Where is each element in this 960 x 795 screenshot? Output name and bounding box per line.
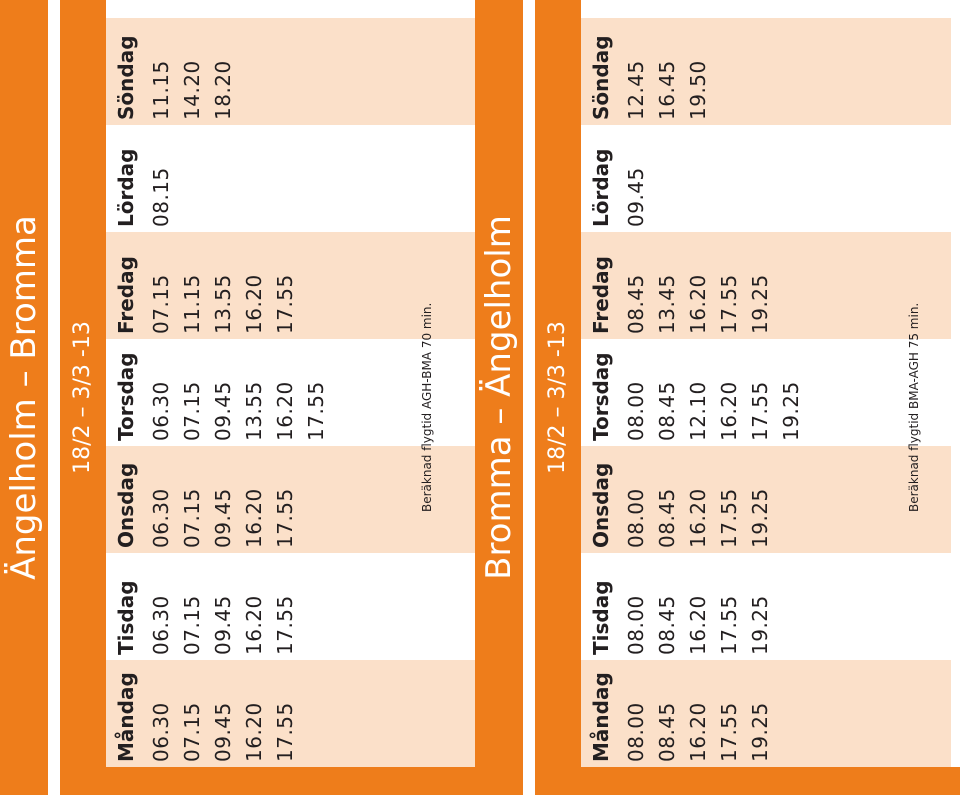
- departure-time: 06.30: [149, 702, 173, 762]
- departure-time: 16.20: [242, 274, 266, 334]
- divider: [523, 0, 535, 795]
- day-name: Tisdag: [114, 580, 138, 655]
- departure-time: 09.45: [211, 381, 235, 441]
- day-name: Lördag: [114, 148, 138, 227]
- departure-time: 09.45: [624, 167, 648, 227]
- day-column-fredag: [581, 232, 951, 339]
- departure-time: 16.45: [655, 60, 679, 120]
- period-header: [60, 0, 106, 795]
- departure-time: 08.15: [149, 167, 173, 227]
- departure-time: 19.50: [686, 60, 710, 120]
- day-column-tisdag: [106, 553, 476, 660]
- day-column-mandag: [106, 660, 476, 767]
- departure-time: 07.15: [180, 595, 204, 655]
- departure-time: 06.30: [149, 488, 173, 548]
- day-column-onsdag: [581, 446, 951, 553]
- departure-time: 13.55: [211, 274, 235, 334]
- departure-time: 17.55: [273, 702, 297, 762]
- departure-time: 08.45: [624, 274, 648, 334]
- departure-time: 17.55: [717, 702, 741, 762]
- day-column-lordag: [106, 125, 476, 232]
- route-title: Ängelholm – Bromma: [4, 215, 44, 580]
- day-name: Söndag: [114, 35, 138, 120]
- day-name: Söndag: [589, 35, 613, 120]
- departure-time: 17.55: [748, 381, 772, 441]
- departure-time: 13.55: [242, 381, 266, 441]
- departure-time: 17.55: [273, 488, 297, 548]
- day-column-sondag: [106, 18, 476, 125]
- day-name: Måndag: [114, 672, 138, 762]
- route-title: Bromma – Ängelholm: [479, 215, 519, 580]
- left-accent-strip: [581, 767, 960, 795]
- day-name: Fredag: [114, 256, 138, 334]
- period-label: 18/2 – 3/3 -13: [545, 321, 570, 474]
- day-name: Fredag: [589, 256, 613, 334]
- departure-time: 08.45: [655, 488, 679, 548]
- departure-time: 07.15: [180, 488, 204, 548]
- route-header: [475, 0, 523, 795]
- day-name: Lördag: [589, 148, 613, 227]
- departure-time: 14.20: [180, 60, 204, 120]
- flight-time-note: Beräknad flygtid AGH-BMA 70 min.: [420, 302, 434, 512]
- divider: [48, 0, 60, 795]
- departure-time: 17.55: [304, 381, 328, 441]
- day-column-torsdag: [581, 339, 951, 446]
- day-name: Onsdag: [589, 462, 613, 548]
- departure-time: 17.55: [717, 274, 741, 334]
- departure-time: 11.15: [149, 60, 173, 120]
- departure-time: 16.20: [273, 381, 297, 441]
- departure-time: 12.10: [686, 381, 710, 441]
- departure-time: 08.00: [624, 595, 648, 655]
- departure-time: 17.55: [273, 274, 297, 334]
- departure-time: 16.20: [242, 595, 266, 655]
- departure-time: 18.20: [211, 60, 235, 120]
- departure-time: 07.15: [180, 381, 204, 441]
- day-name: Torsdag: [114, 352, 138, 441]
- left-accent-strip: [106, 767, 486, 795]
- departure-time: 08.45: [655, 381, 679, 441]
- departure-time: 19.25: [779, 381, 803, 441]
- period-label: 18/2 – 3/3 -13: [70, 321, 95, 474]
- day-name: Onsdag: [114, 462, 138, 548]
- day-column-tisdag: [581, 553, 951, 660]
- departure-time: 06.30: [149, 381, 173, 441]
- departure-time: 16.20: [686, 702, 710, 762]
- departure-time: 09.45: [211, 702, 235, 762]
- departure-time: 16.20: [686, 595, 710, 655]
- day-name: Tisdag: [589, 580, 613, 655]
- departure-time: 16.20: [686, 274, 710, 334]
- departure-time: 06.30: [149, 595, 173, 655]
- day-column-mandag: [581, 660, 951, 767]
- day-column-sondag: [581, 18, 951, 125]
- departure-time: 08.00: [624, 702, 648, 762]
- departure-time: 08.00: [624, 381, 648, 441]
- timetable-bromma-angelholm: [475, 0, 960, 795]
- day-name: Måndag: [589, 672, 613, 762]
- departure-time: 11.15: [180, 274, 204, 334]
- departure-time: 09.45: [211, 488, 235, 548]
- departure-time: 19.25: [748, 488, 772, 548]
- departure-time: 08.00: [624, 488, 648, 548]
- departure-time: 16.20: [717, 381, 741, 441]
- departure-time: 17.55: [273, 595, 297, 655]
- period-header: [535, 0, 581, 795]
- route-header: [0, 0, 48, 795]
- departure-time: 17.55: [717, 488, 741, 548]
- departure-time: 07.15: [180, 702, 204, 762]
- departure-time: 08.45: [655, 595, 679, 655]
- departure-time: 07.15: [149, 274, 173, 334]
- departure-time: 08.45: [655, 702, 679, 762]
- departure-time: 16.20: [242, 702, 266, 762]
- departure-time: 19.25: [748, 702, 772, 762]
- day-name: Torsdag: [589, 352, 613, 441]
- departure-time: 16.20: [686, 488, 710, 548]
- departure-time: 13.45: [655, 274, 679, 334]
- departure-time: 17.55: [717, 595, 741, 655]
- departure-time: 16.20: [242, 488, 266, 548]
- departure-time: 09.45: [211, 595, 235, 655]
- timetable-angelholm-bromma: [0, 0, 470, 795]
- departure-time: 19.25: [748, 595, 772, 655]
- departure-time: 12.45: [624, 60, 648, 120]
- day-column-lordag: [581, 125, 951, 232]
- flight-time-note: Beräknad flygtid BMA-AGH 75 min.: [907, 302, 921, 512]
- departure-time: 19.25: [748, 274, 772, 334]
